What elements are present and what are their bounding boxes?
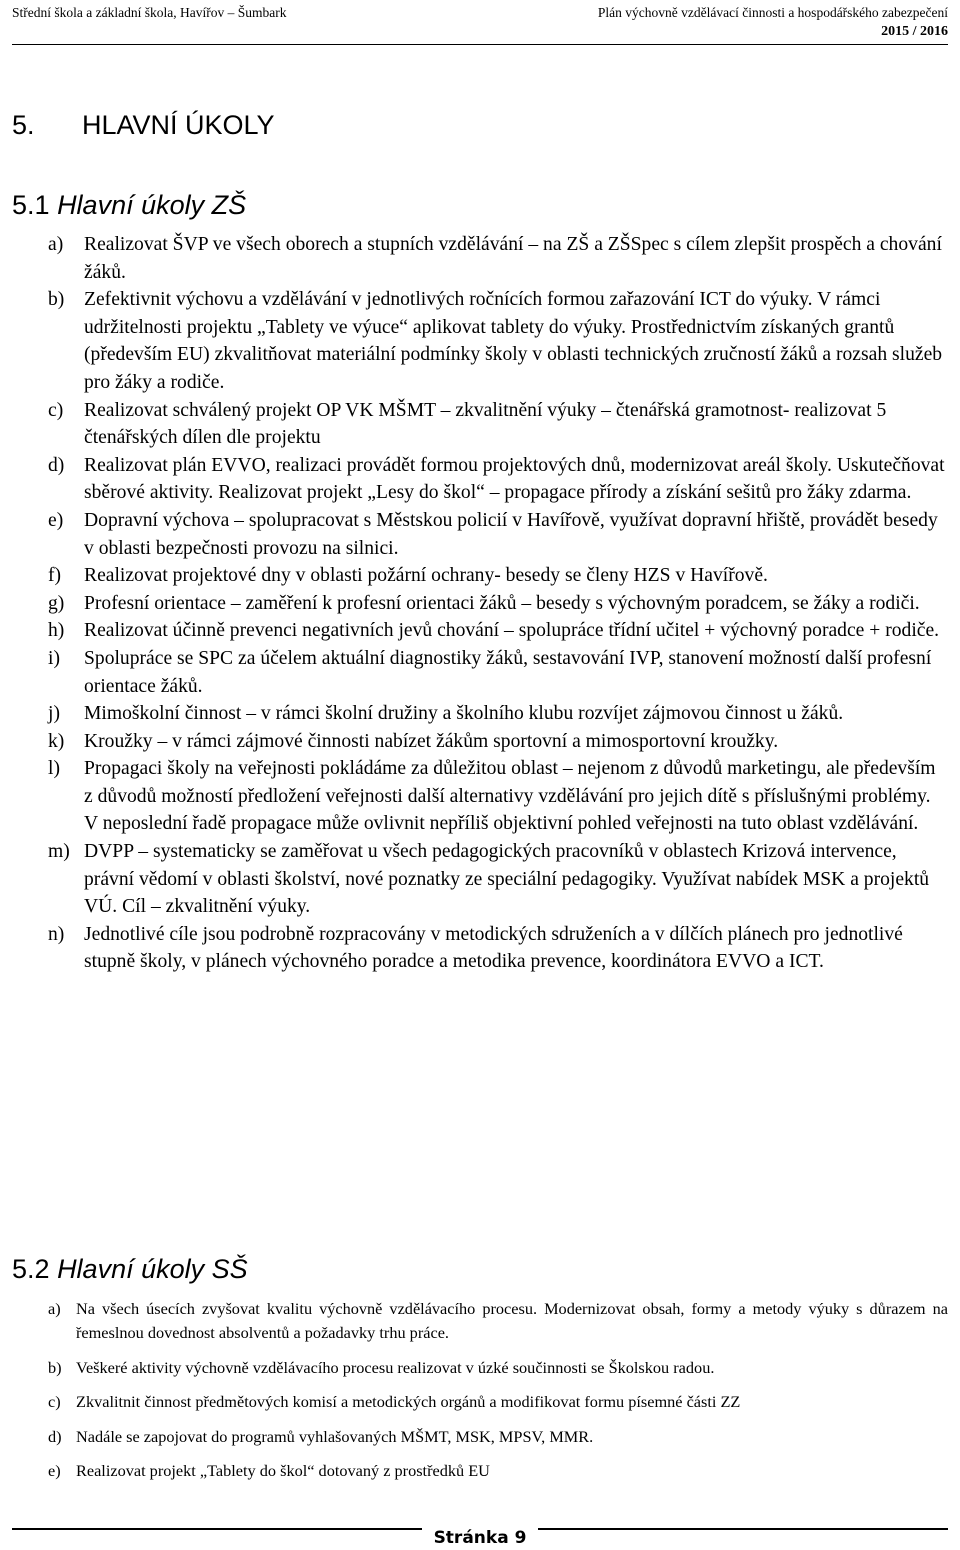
list-item [48, 286, 948, 396]
list-item [48, 921, 948, 976]
chapter-title: HLAVNÍ ÚKOLY [82, 110, 275, 140]
list-item-text: Propagaci školy na veřejnosti pokládáme za důležitou oblast – nejenom z důvodů marketingu, ale především z důvodů možností předložení veřejnosti další alternativy vzdělávání pro jejich dítě s příslušnými problémy. V neposlední řadě propagace může ovlivnit nepříliš objektivní pohled veřejnosti na tuto oblast vzdělávání. [84, 758, 936, 835]
section-number: 5.2 [12, 1254, 50, 1284]
list-item-text: Realizovat projekt „Tablety do škol“ dotovaný z prostředků EU [76, 1461, 490, 1480]
list-marker: k) [48, 730, 65, 752]
list-item-text: Jednotlivé cíle jsou podrobně rozpracovány v metodických sdruženích a v dílčích plánech pro jednotlivé stupně školy, v plánech výchovného poradce a metodika prevence, koordinátora EVVO a ICT. [84, 923, 903, 973]
list-item-text: Dopravní výchova – spolupracovat s Městskou policií v Havířově, využívat dopravní hřiště, provádět besedy v oblasti bezpečnosti provozu na silnici. [84, 509, 938, 559]
list-marker: g) [48, 592, 65, 614]
section-heading-zs [12, 190, 246, 221]
list-item [48, 755, 948, 838]
section-number: 5.1 [12, 190, 50, 220]
section-title: Hlavní úkoly SŠ [57, 1254, 248, 1284]
list-marker: c) [48, 399, 64, 421]
list-item [48, 507, 948, 562]
list-marker: b) [48, 1357, 62, 1377]
list-marker: m) [48, 841, 70, 863]
list-item-text: DVPP – systematicky se zaměřovat u všech pedagogických pracovníků v oblastech Krizová intervence, právní vědomí v oblasti školství, nové poznatky ze speciální pedagogiky. Využívat nabídek MSK a projektů VÚ. Cíl – zkvalitnění výuky. [84, 841, 930, 918]
page-number: Stránka 9 [422, 1528, 539, 1548]
list-item [48, 397, 948, 452]
list-item [48, 617, 948, 645]
list-marker: l) [48, 758, 60, 780]
list-item [48, 645, 948, 700]
header-school-year: 2015 / 2016 [881, 24, 948, 39]
list-marker: e) [48, 509, 64, 531]
list-item-text: Realizovat plán EVVO, realizaci provádět formou projektových dnů, modernizovat areál školy. Uskutečňovat sběrové aktivity. Realizovat projekt „Lesy do škol“ – propagace přírody a získání sešitů pro žáky zdarma. [84, 454, 945, 504]
list-item [48, 590, 948, 618]
list-marker: f) [48, 565, 62, 587]
section-heading-ss [12, 1254, 248, 1285]
list-item-text: Realizovat schválený projekt OP VK MŠMT – zkvalitnění výuky – čtenářská gramotnost- realizovat 5 čtenářských dílen dle projektu [84, 399, 887, 449]
list-item-text: Nadále se zapojovat do programů vyhlašovaných MŠMT, MSK, MPSV, MMR. [76, 1426, 594, 1446]
page-header [12, 0, 948, 45]
header-school-name: Střední škola a základní škola, Havířov – Šumbark [12, 5, 287, 20]
list-item [48, 562, 948, 590]
page-footer [12, 1528, 948, 1550]
chapter-number: 5. [12, 110, 35, 140]
list-marker: c) [48, 1392, 61, 1411]
list-item [48, 1390, 948, 1414]
list-marker: e) [48, 1461, 61, 1480]
header-plan-title: Plán výchovně vzdělávací činnosti a hospodářského zabezpečení [597, 5, 948, 20]
chapter-heading [12, 110, 275, 141]
list-item-text: Spolupráce se SPC za účelem aktuální diagnostiky žáků, sestavování IVP, stanovení možností další profesní orientace žáků. [84, 647, 932, 697]
list-item [48, 1297, 948, 1345]
list-item [48, 231, 948, 286]
list-marker: n) [48, 923, 65, 945]
list-marker: d) [48, 454, 65, 476]
list-marker: a) [48, 1299, 61, 1318]
list-marker: h) [48, 620, 65, 642]
list-marker: d) [48, 1426, 62, 1446]
task-list-zs [48, 231, 948, 976]
list-marker: b) [48, 289, 65, 311]
list-item [48, 452, 948, 507]
list-item [48, 1425, 948, 1449]
list-item [48, 728, 948, 756]
list-item [48, 700, 948, 728]
list-item-text: Zefektivnit výchovu a vzdělávání v jednotlivých ročnících formou zařazování ICT do výuky. V rámci udržitelnosti projektu „Tablety ve výuce“ aplikovat tablety do výuky. Prostřednictvím získaných grantů (především EU) zkvalitňovat materiální podmínky školy v oblasti technických zručností žáků a rozsah služeb pro žáky a rodiče. [84, 289, 943, 393]
section-title: Hlavní úkoly ZŠ [57, 190, 247, 220]
list-item-text: Kroužky – v rámci zájmové činnosti nabízet žákům sportovní a mimosportovní kroužky. [84, 730, 779, 752]
list-item [48, 1459, 948, 1483]
list-item-text: Zkvalitnit činnost předmětových komisí a metodických orgánů a modifikovat formu písemné části ZZ [76, 1392, 741, 1411]
list-item-text: Na všech úsecích zvyšovat kvalitu výchovně vzdělávacího procesu. Modernizovat obsah, formy a metody výuky s důrazem na řemeslnou dovednost absolventů a požadavky trhu práce. [76, 1299, 948, 1342]
task-list-ss [48, 1297, 948, 1494]
list-marker: a) [48, 234, 64, 255]
list-item-text: Realizovat projektové dny v oblasti požární ochrany- besedy se členy HZS v Havířově. [84, 565, 768, 587]
list-marker: i) [48, 647, 60, 669]
list-item [48, 1356, 948, 1380]
list-item-text: Mimoškolní činnost – v rámci školní družiny a školního klubu rozvíjet zájmovou činnost u žáků. [84, 703, 844, 725]
list-item-text: Realizovat účinně prevenci negativních jevů chování – spolupráce třídní učitel + výchovný poradce + rodiče. [84, 620, 940, 642]
list-marker: j) [48, 703, 60, 725]
list-item [48, 838, 948, 921]
list-item-text: Veškeré aktivity výchovně vzdělávacího procesu realizovat v úzké součinnosti se Školskou radou. [76, 1357, 715, 1377]
list-item-text: Realizovat ŠVP ve všech oborech a stupních vzdělávání – na ZŠ a ZŠSpec s cílem zlepšit prospěch a chování žáků. [84, 234, 942, 283]
list-item-text: Profesní orientace – zaměření k profesní orientaci žáků – besedy s výchovným poradcem, se žáky a rodiči. [84, 592, 920, 614]
